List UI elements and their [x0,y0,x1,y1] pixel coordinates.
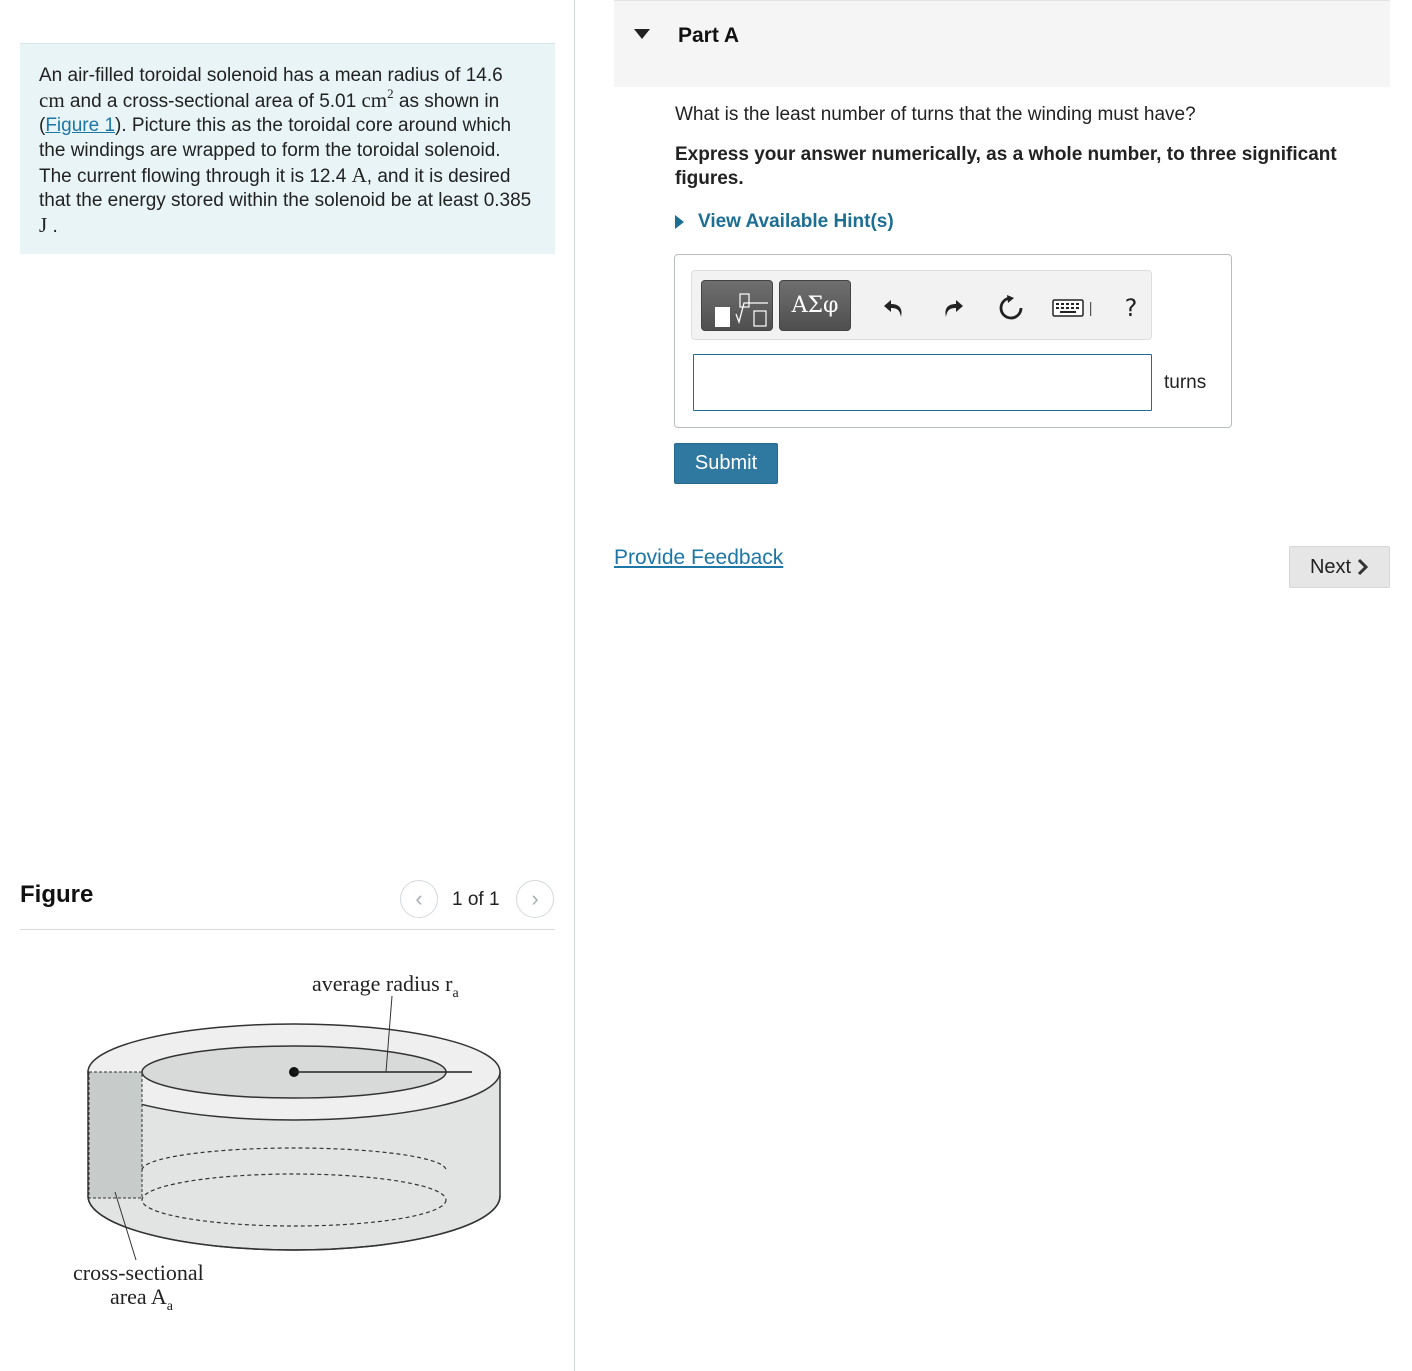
help-icon[interactable]: ? [1124,294,1138,322]
current-value: 12.4 [309,165,347,187]
current-unit: A [351,162,367,187]
toroid-figure [40,960,520,1330]
undo-icon[interactable] [879,293,909,323]
next-label: Next [1309,555,1352,578]
answer-instruction: Express your answer numerically, as a whole number, to three significant figures. [675,144,1337,189]
label-area: area $A_a$ [110,1284,174,1314]
area-unit: cm [361,88,388,113]
radius-value: 14.6 [465,65,503,86]
expand-triangle-icon [675,215,684,229]
submit-button[interactable]: Submit [674,443,778,484]
reset-icon[interactable] [996,293,1026,323]
next-button[interactable] [1289,546,1390,588]
area-value: 5.01 [319,91,357,113]
figure-link[interactable]: Figure 1 [45,115,116,137]
answer-unit-label: turns [1164,372,1207,393]
templates-icon [702,281,774,332]
figure-next-button[interactable] [516,880,554,918]
figure-counter: 1 of 1 [452,889,500,910]
area-exponent: 2 [387,85,394,101]
problem-statement [20,43,555,254]
answer-panel [674,254,1232,428]
energy-unit: J [39,213,48,238]
chevron-left-icon: ‹ [415,886,423,911]
problem-text: , and it is desired that the energy stored within the solenoid be at least [39,165,511,212]
question-text: What is the least number of turns that the winding must have? [675,104,1196,125]
templates-button[interactable] [701,280,773,331]
greek-symbols-button[interactable]: ΑΣφ [779,280,851,331]
energy-value: 0.385 [483,190,532,212]
chevron-right-icon: › [531,886,539,911]
label-average-radius: average radius $r_a$ [312,971,459,1001]
redo-icon[interactable] [938,293,968,323]
keyboard-icon[interactable] [1052,293,1096,323]
hints-label: View Available Hint(s) [698,211,894,232]
chevron-right-icon [1357,558,1369,576]
problem-text: An air-filled toroidal solenoid has a mean radius of [39,65,466,86]
cross-section-area [89,1072,142,1198]
math-toolbar [691,270,1152,340]
figure-header [20,874,555,930]
problem-text: and a cross-sectional area of [64,91,320,113]
label-cross-sectional: cross-sectional [73,1260,204,1285]
left-column [0,0,574,1371]
figure-prev-button[interactable] [400,880,438,918]
figure-title: Figure [20,881,94,908]
problem-text: . [52,216,58,238]
radius-unit: cm [39,88,65,113]
view-hints-toggle[interactable] [675,211,894,233]
answer-input[interactable] [693,354,1152,411]
part-title: Part A [678,24,740,47]
part-header[interactable] [614,0,1390,87]
problem-text: as shown in ( [39,91,500,137]
problem-text: ). Picture this as the toroidal core around which the windings are wrapped to form the toroidal solenoid. The current flowing through it is [39,115,512,187]
collapse-triangle-icon[interactable] [634,29,650,39]
column-divider [574,0,575,1371]
provide-feedback-link[interactable]: Provide Feedback [614,546,784,569]
